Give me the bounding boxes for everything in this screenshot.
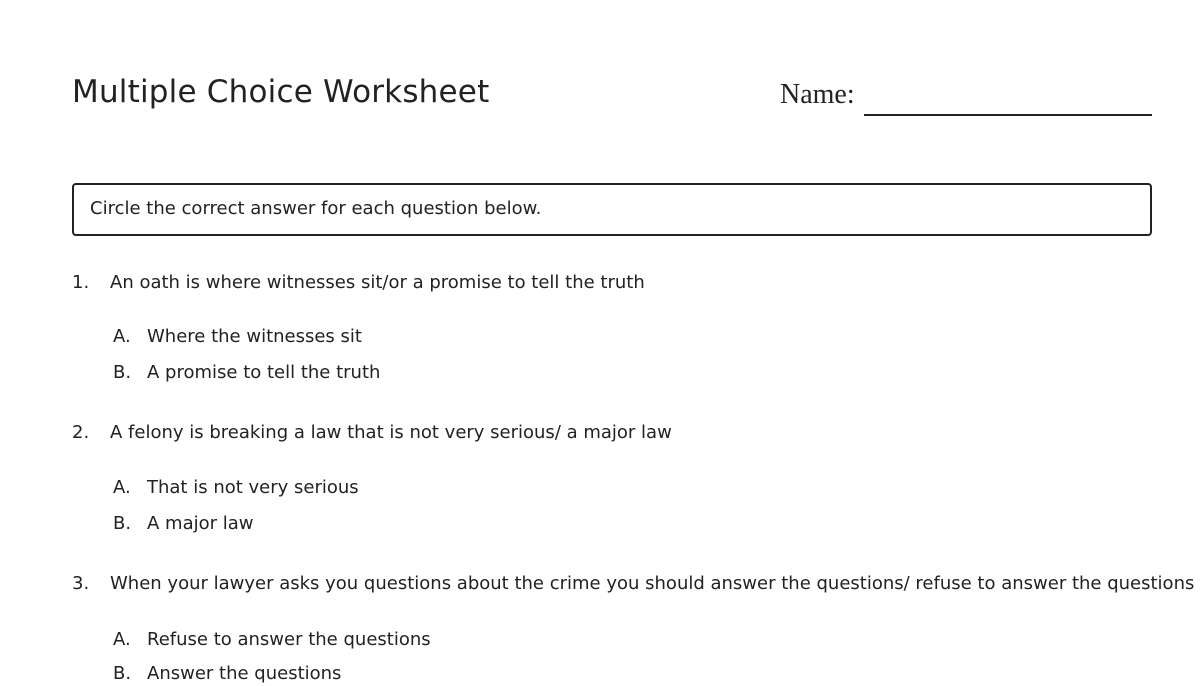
option-letter: A. — [113, 477, 131, 498]
question-number: 2. — [72, 422, 90, 443]
option-text: Answer the questions — [147, 663, 342, 684]
question-text: When your lawyer asks you questions about the crime you should answer the questions/ refuse to answer the questions — [110, 573, 1195, 594]
question-text: An oath is where witnesses sit/or a promise to tell the truth — [110, 272, 645, 293]
option-text: A promise to tell the truth — [147, 362, 381, 383]
option-text: Where the witnesses sit — [147, 326, 362, 347]
option-letter: A. — [113, 629, 131, 650]
option-letter: B. — [113, 513, 132, 534]
option-letter: A. — [113, 326, 131, 347]
instructions-box — [72, 183, 1152, 236]
question-number: 1. — [72, 272, 90, 293]
option-letter: B. — [113, 362, 132, 383]
page-title: Multiple Choice Worksheet — [72, 74, 490, 110]
option-text: Refuse to answer the questions — [147, 629, 431, 650]
name-blank-line — [864, 114, 1152, 116]
instructions-text: Circle the correct answer for each question below. — [90, 198, 542, 219]
option-text: A major law — [147, 513, 254, 534]
option-letter: B. — [113, 663, 132, 684]
question-number: 3. — [72, 573, 90, 594]
option-text: That is not very serious — [147, 477, 359, 498]
name-label: Name: — [780, 79, 855, 110]
question-text: A felony is breaking a law that is not very serious/ a major law — [110, 422, 672, 443]
